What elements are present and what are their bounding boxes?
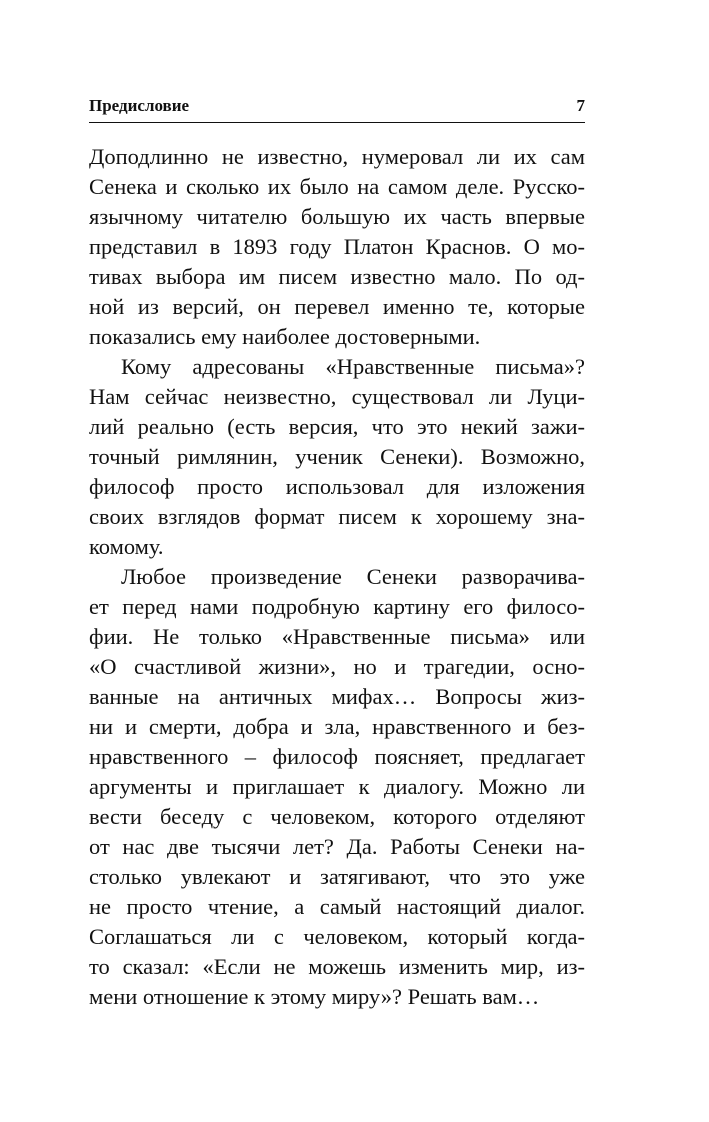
text-line: столько увлекают и затягивают, что это уже [89,864,585,889]
header-rule [89,122,585,123]
text-line: своих взглядов формат писем к хорошему зна- [89,504,585,529]
text-line: тивах выбора им писем известно мало. По од- [89,264,585,289]
text-line: Соглашаться ли с человеком, который когда- [89,924,585,949]
page-number: 7 [576,96,585,115]
paragraph-3 [89,562,585,1012]
page-header [89,95,585,119]
text-line: «О счастливой жизни», но и трагедии, осно- [89,654,585,679]
text-line: мени отношение к этому миру»? Решать вам… [89,984,540,1009]
text-line: лий реально (есть версия, что это некий зажи- [89,414,585,439]
text-line: ванные на античных мифах… Вопросы жиз- [89,684,585,709]
text-line: Сенека и сколько их было на самом деле. Русско- [89,174,585,199]
text-line: нравственного – философ поясняет, предлагает [89,744,585,769]
text-line: Нам сейчас неизвестно, существовал ли Луци- [89,384,585,409]
text-line: ной из версий, он перевел именно те, которые [89,294,585,319]
text-line: Кому адресованы «Нравственные письма»? [121,354,585,379]
text-line: философ просто использовал для изложения [89,474,585,499]
text-line: Доподлинно не известно, нумеровал ли их сам [89,144,585,169]
text-line: то сказал: «Если не можешь изменить мир, из- [89,954,585,979]
text-line: язычному читателю большую их часть впервые [89,204,585,229]
text-line: комому. [89,534,164,559]
text-line: точный римлянин, ученик Сенеки). Возможно, [89,444,585,469]
body-text [89,142,585,1012]
text-line: ет перед нами подробную картину его филосо- [89,594,585,619]
text-line: Любое произведение Сенеки разворачива- [121,564,585,589]
text-line: представил в 1893 году Платон Краснов. О мо- [89,234,585,259]
paragraph-2 [89,352,585,562]
running-head: Предисловие [89,96,190,115]
text-line: фии. Не только «Нравственные письма» или [89,624,585,649]
text-line: аргументы и приглашает к диалогу. Можно ли [89,774,585,799]
text-line: показались ему наиболее достоверными. [89,324,481,349]
text-line: не просто чтение, а самый настоящий диалог. [89,894,585,919]
text-line: вести беседу с человеком, которого отделяют [89,804,585,829]
text-line: от нас две тысячи лет? Да. Работы Сенеки на- [89,834,585,859]
text-line: ни и смерти, добра и зла, нравственного и без- [89,714,585,739]
paragraph-1 [89,142,585,352]
